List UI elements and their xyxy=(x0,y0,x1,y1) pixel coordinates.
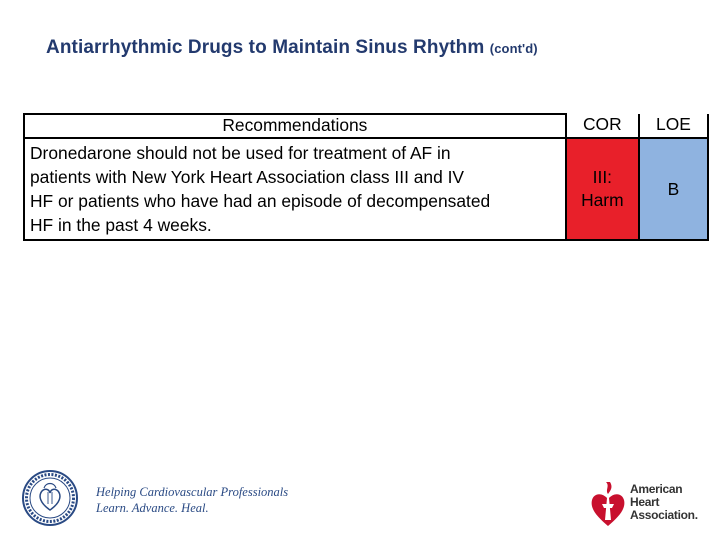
cor-class: III: xyxy=(592,167,612,187)
acc-tagline-line: Helping Cardiovascular Professionals xyxy=(96,485,289,499)
cor-cell xyxy=(566,138,639,240)
header-recommendations: Recommendations xyxy=(24,114,566,138)
recommendation-cell xyxy=(24,138,566,240)
recommendation-line: Dronedarone should not be used for treatment of AF in xyxy=(30,143,451,163)
aha-wordmark xyxy=(630,483,698,522)
loe-cell xyxy=(639,138,708,240)
title-suffix: (cont'd) xyxy=(489,41,538,56)
aha-wordmark-line: American xyxy=(630,482,683,496)
aha-heart-torch-icon xyxy=(588,478,630,528)
recommendation-table xyxy=(23,113,709,241)
slide-title xyxy=(46,37,538,59)
loe-value: B xyxy=(667,178,680,199)
header-loe: LOE xyxy=(639,114,708,138)
table-header-row xyxy=(24,114,708,138)
aha-footer xyxy=(588,478,716,528)
recommendation-line: HF or patients who have had an episode of decompensated xyxy=(30,191,491,211)
recommendation-line: patients with New York Heart Association class III and IV xyxy=(30,167,465,187)
recommendation-line: HF in the past 4 weeks. xyxy=(30,215,212,235)
acc-footer xyxy=(22,470,289,528)
acc-tagline xyxy=(96,484,288,516)
aha-wordmark-line: Association. xyxy=(630,508,698,522)
acc-seal-icon xyxy=(22,470,78,526)
header-cor: COR xyxy=(566,114,639,138)
cor-label: Harm xyxy=(581,190,624,210)
title-text: Antiarrhythmic Drugs to Maintain Sinus Rhythm xyxy=(46,37,485,58)
table-row xyxy=(24,138,708,240)
aha-wordmark-line: Heart xyxy=(630,495,660,509)
acc-tagline-line: Learn. Advance. Heal. xyxy=(96,501,209,515)
